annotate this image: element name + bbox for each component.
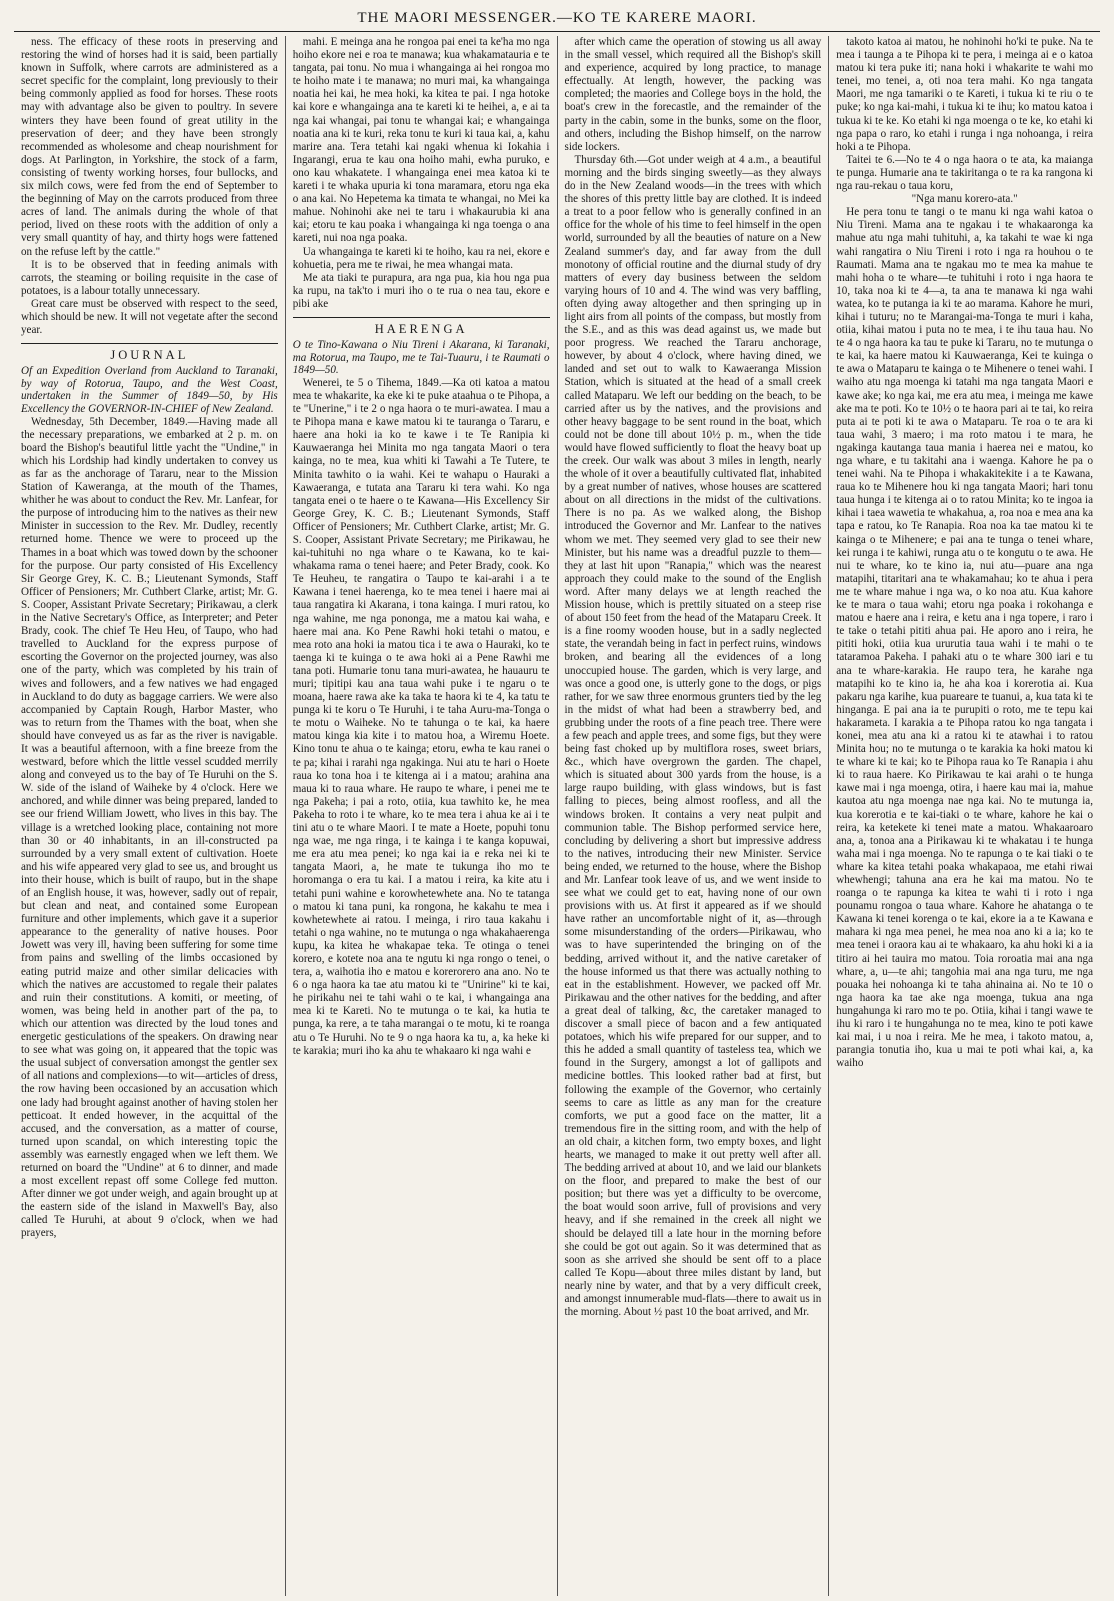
paragraph: He pera tonu te tangi o te manu ki nga wahi katoa o Niu Tireni. Mama ana te ngakau i te whakaaronga ka mahue atu nga mahi tuhituhi, a, ka takahi te wae ki nga wahi rangatira o Niu Tireni i roto i nga ra houhou o te Raumati. Mama ana te ngakau mo te mea ka mahue te mahi hoha o te whare—te tuhituhi i roto i nga haora te 10, taka noa ki te 4—a, ta ana te manawa ki nga wahi watea, ko te putanga ia ki te ao marama. Kahore he muri, kihai i tuturu; no te Marangai-ma-Tonga te muri i kaha, otiia, kihai matou i puta no te mea, i te ihu taua hau. No te 4 o nga haora ka tau te puke ki Tararu, no te mutunga o te kai, ka haere matou ki Kauwaeranga, Kei te kuinga o te awa o Mataparu te kainga o te Mihenere o tenei wahi. I waiho atu nga moenga ki tatahi ma nga tangata Maori e kawe ake; ko nga kai, me era atu mea, i meinga me kawe ake ma te poti. Ko te 10½ o te haora pari ai te tai, ko reira puta ai te poti ki te awa o Mataparu. Te roa o te ara ki taua wahi, 3 maero; i ma roto matou i te mara, he ngakinga kautanga taua mania i haerea nei e matou, ko nga whare, e tu takitahi ana i waenga. Kahore he pa o tenei wahi. Na te Pihopa i whakakitekite i a te Kawana, raua ko te Mihenere hou ki nga tangata Maori; hari tonu taua hunga i te kitenga ai o to ratou Minita; ko te ingoa ia kihai i taea wawetia te whakahua, a, roa noa e mea ana ka tapa e ratou, ko Te Ranapia. Roa noa ka tae matou ki te kainga o te Mihenere; e pai ana te tunga o tenei whare, kei runga i te kahiwi, runga atu o te kongutu o te awa. He nui te whare, ko te kino ia, nui atu—puare ana nga matapihi, titaritari ana te whakamahau; ko te ahua i pera me te whare mahue i nga wa, o ko noa atu. Kua kahore ke te mara o taua wahi; etoru nga poaka i rokohanga e matou e haere ana i reira, e ketu ana i nga topere, i raro i te take o tetahi pititi ahua pai. He aporo ano i reira, he pititi hoki, otiia kua ururutia taua wahi i te mahi o te tataramoa Pakeha. I pahaki atu o te whare 300 iari e tu ana te whare-karakia. He raupo tera, he karahe nga matapihi ko te kino ia, he aha koa i korerotia ai. Kua pakaru nga karihe, kua puareare te tuanui, a, kua tata ki te hinganga. E pai ana ia te purupiti o roto, me te tepu kai hakarameta. I karakia a te Pihopa ratou ko nga tangata i konei, mea atu ana ki a ratou ki te atawhai i to ratou Minita hou; no te mutunga o te karakia ka hoki matou ki te whare ki te kai; ko te Pihopa raua ko Te Ranapia i ahu ki to raua haere. Ko Pirikawau te kai arahi o te hunga kawe mai i nga moenga, otira, i haere kau mai ia, mahue kautoa atu nga moenga nae nga kai. No te mutunga ia, kua korerotia e te kai-tiaki o te whare, kahore he kai o reira, ka ketekete ki tenei mate a matou. Whakaaroaro ana, a, tonoa ana a Pirikawau ki te whakatau i te hunga waha mai i nga moenga. No te rapunga o te kai tiaki o te whare ka kitea tetahi poaka whakapaoa, me etahi riwai whewhengi; tahuna ana era he kai ma matou. No te roanga o te rapunga ka kitea te wahi ti i roto i nga pounamu rongoa o taua whare. Kahore he ahatanga o te Kawana ki tenei korenga o te kai, ekore ia a te Kawana e mahara ki nga mea penei, he mea noa ano ki a ia; ko te mea tenei i oraora kau ai te whakaaro, ka ahu hoki ki a ia titiro ai hei tauira mo matou. Toia roroatia mai ana nga whare, a, u—te ahi; tangohia mai ana nga turu, me nga pouaka hei nohoanga ki te taha ahinaina ai. No te 10 o nga haora ka tae ake nga moenga, tukua ana nga hungahunga ki raro mo te po. Otiia, kihai i tangi wawe te ihu ki raro i te hungahunga no te mea, kino te poti kawe kai mai, i u noa i reira. Me he mea, i takoto matou, a, parangia tonutia iho, kua u mai te poti whai kai, a, ka waiho (836, 206, 1093, 1070)
column-2 (285, 36, 557, 1596)
masthead: THE MAORI MESSENGER.—KO TE KARERE MAORI. (14, 6, 1100, 32)
paragraph: takoto katoa ai matou, he nohinohi ho'ki te puke. Na te mea i taunga a te Pihopa ki te pera, i meinga ai e o katoa matou ki tera puke iti; nana hoki i whakarite te wahi mo tenei, mo tenei, a, oti noa tera mahi. Ko nga tangata Maori, me nga tamariki o te Kareti, i tukua ki te riu o te puke; ko nga kai-mahi, i tukua ki te ihu; ko matou katoa i tukua ki te ke. Ko etahi ki nga moenga o te ke, ko etahi ki nga papa o raro, ko etahi i runga i nga nohoanga, i reira hoki a te Pihopa. (836, 36, 1093, 153)
section-subtitle: Of an Expedition Overland from Auckland to Taranaki, by way of Rotorua, Taupo, and the West Coast, undertaken in the Summer of 1849—50, by His Excellency the GOVERNOR-IN-CHIEF of New Zealand. (21, 365, 278, 416)
columns (14, 36, 1100, 1596)
section-divider (21, 343, 278, 344)
paragraph: Wenerei, te 5 o Tihema, 1849.—Ka oti katoa a matou mea te whakarite, ka eke ki te puke ataahua o te Pihopa, a te "Unerine," i te 2 o nga haora o te muri-awatea. I mau a te Pihopa mana e kawe matou ki te tauranga o Tararu, e haere ana hoki ia ko te kawe i te Te Ranipia ki Kauwaeranga hei Minita mo nga tangata Maori o tera kainga, no te mea, kua whiti ki Tawahi a Te Tutere, te Minita tawhito o ia wahi. Kei te wahapu o Hauraki a Kawaeranga, e tutata ana Tararu ki tera wahi. Ko nga tangata enei o te haere o te Kawana—His Excellency Sir George Grey, K. C. B.; Lieutenant Symonds, Staff Officer of Pensioners; Mr. Cuthbert Clarke, artist; Mr. G. S. Cooper, Assistant Private Secretary; me Pirikawau, he kai-tuhituhi no nga whare o te Kawana, ko te kai-whakama rama o tenei haere; and Peter Brady, cook. Ko Te Heuheu, te rangatira o Taupo te kai-arahi i a te Kawana i tenei haerenga, ko te mea tenei i haere mai ai taua rangatira ki Akarana, i tona kainga. I muri ratou, ko nga wahine, me nga pononga, me a matou kai waha, e haere mai ana. Ko Pene Rawhi hoki tetahi o matou, e mea roto ana hoki ia matou tica i te awa o Hauraki, ko te taenga ki te kuinga o te awa hoki ai a Pene Rawhi me tana poti. Humarie tonu tana muri-awatea, he hauauru te muri; tipitipi kau ana taua wahi puke i te ngaru o te moana, haere rawa ake ka taka te haora ki te 4, ka tatu te punga ki te koru o Te Huruhi, i te taha Auru-ma-Tonga o te motu o Waiheke. No te tahunga o te kai, ka haere matou kinga kia kite i to matou hoa, a Wiremu Hoete. Kino tonu te ahua o te kainga; etoru, ewha te kau ranei o te pa; kihai i rarahi nga ngakinga. Nui atu te hari o Hoete raua ko tona hoa i te kitenga ai i a matou; arahina ana maua ki to raua whare. He raupo te whare, i penei me te nga Pakeha; i pai a roto, otiia, kua tawhito ke, he mea Pakeha to roto i te whare, ko te mea tera i ahua ke ai i te tini atu o te whare Maori. I te mate a Hoete, popuhi tonu nga wae, me nga ringa, i te kainga i te kanga kopuwai, me era atu mea penei; ko nga kai ia e reka nei ki te tangata Maori, a, he mate te tukunga iho mo te horomanga o era tu kai. I a matou i reira, ka kite atu i tetahi puni wahine e korowhetewhete ana. No te tatanga o matou ki tana puni, ka rongona, he kakahu te mea i kowhetewhete ai ratou. I meinga, i riro taua kakahu i tetahi o nga wahine, no te mutunga o nga whakahaerenga kupu, ka kitea he whakapae teka. Te otinga o tenei korero, e kotete noa ana te ngutu ki nga rongo o tenei, o tera, a, waihotia iho e matou e korerorero ana ano. No te 6 o nga haora ka tae atu matou ki te "Unirine" ki te kai, he pirikahu nei te tahi wahi o te kai, i whangainga ana mea ki te Kareti. No te mutunga o te kai, ka hutia te punga, ka rere, a te taha marangai o te motu, ki te roanga atu o Te Huruhi. No te 9 o nga haora ka tu, a, ka heke ki te karakia; muri iho ka ahu te whakaaro ki nga wahi e (292, 376, 550, 1057)
paragraph: Great care must be observed with respect to the seed, which should be new. It will not vegetate after the second year. (21, 297, 278, 337)
section-subtitle: O te Tino-Kawana o Niu Tireni i Akarana, ki Taranaki, ma Rotorua, ma Taupo, me te Tai-Tuauru, i te Raumati o 1849—50. (292, 339, 550, 377)
paragraph: ness. The efficacy of these roots in preserving and restoring the wind of horses had it is said, been partially known in Suffolk, where carrots are administered as a secret specific for the complaint, long previously to their being commonly applied as food for horses. These roots may with advantage also be given to poultry. In severe winters they have been found of great utility in the preservation of deer; and they have been strongly recommended as wholesome and cheap nourishment for dogs. At Parlington, in Yorkshire, the stock of a farm, consisting of twenty working horses, four bullocks, and six milch cows, were fed from the end of September to the beginning of May on the carrots produced from three acres of land. The animals during the whole of that period, lived on these roots with the addition of only a very small quantity of hay, and thirty hogs were fattened on the refuse left by the cattle." (21, 36, 278, 258)
column-4 (828, 36, 1100, 1596)
paragraph: It is to be observed that in feeding animals with carrots, the steaming or boiling requisite in the case of potatoes, is a labour totally unnecessary. (21, 258, 278, 297)
quotation: "Nga manu korero-ata." (911, 193, 1018, 206)
paragraph: Thursday 6th.—Got under weigh at 4 a.m., a beautiful morning and the birds singing sweetly—as they always do in the New Zealand woods—in the trees with which the shores of this pretty little bay are clothed. It is indeed a treat to a poor fellow who is generally confined in an office for the whole of his time to feel himself in the open world, surrounded by all the beauties of nature on a New Zealand summer's day, and far away from the dull monotony of official routine and the diurnal study of dry matters of every day business between the seldom varying hours of 10 and 4. The wind was very baffling, often dying away altogether and then springing up in light airs from all points of the compass, but mostly from the S.E., and as this was dead against us, we made but poor progress. We reached the Tararu anchorage, however, by about 4 o'clock, where having dined, we landed and set out to walk to Kawaeranga Mission Station, which is situated at the head of a small creek called Mataparu. We left our bedding on the beach, to be carried after us by the natives, and the provisions and other heavy baggage to be sent round in the boat, which could not be done till about 10½ p. m., when the tide would have flowed sufficiently to float the heavy boat up the creek. Our walk was about 3 miles in length, nearly the whole of it over a beautifully cultivated flat, inhabited by a great number of natives, whose houses are scattered about on all directions in the midst of the cultivations. There is no pa. As we walked along, the Bishop introduced the Governor and Mr. Lanfear to the natives whom we met. They seemed very glad to see their new Minister, but his name was a dreadful puzzle to them—they at last hit upon "Ranapia," which was the nearest approach they could make to the sound of the English word. After many delays we at length reached the Mission house, which is prettily situated on a steep rise of about 150 feet from the head of the Mataparu Creek. It is a fine roomy wooden house, but in a sadly neglected state, the verandah being in fact in perfect ruins, windows broken, and bearing all the evidences of a long unoccupied house. The garden, which is very large, and was once a good one, is utterly gone to the dogs, or pigs rather, for we saw three enormous grunters tied by the leg in the midst of what had been a strawberry bed, and grubbing under the roots of a fine peach tree. There were a few peach and apple trees, and some figs, but they were being fast choked up by multiflora roses, sweet briars, &c., which have overgrown the garden. The chapel, which is situated about 300 yards from the house, is a large raupo building, with glass windows, but is fast falling to pieces, being almost roofless, and all the windows broken. It contains a very neat pulpit and communion table. The Bishop performed service here, concluding by delivering a short but impressive address to the natives, introducing their new Minister. Service being ended, we returned to the house, where the Bishop and Mr. Lanfear took leave of us, and we went inside to see what we could get to eat, having none of our own provisions with us. At first it appeared as if we should have rather an uncomfortable night of it, as—through some misunderstanding of the orders—Pirikawau, who was to have superintended the bringing on of the bedding, arrived without it, and the native caretaker of the house informed us that there was actually nothing to eat in the establishment. However, we packed off Mr. Pirikawau and the other natives for the bedding, and after a great deal of talking, &c, the caretaker managed to discover a small piece of bacon and a few antiquated potatoes, which his wife prepared for our supper, and to this he added a small quantity of tasteless tea, which we found in the Surgery, amongst a lot of gallipots and medicine bottles. This looked rather bad at first, but following the example of the Governor, who certainly seems to care as little as any man for the creature comforts, we put a good face on the matter, lit a tremendous fire in the sitting room, and with the help of an old chair, a kitchen form, two empty boxes, and light hearts, we managed to make it out pretty well after all. The bedding arrived at about 10, and we laid our blankets on the floor, and prepared to make the best of our position; but there was yet a difficulty to be overcome, the boat would soon arrive, full of provisions and very heavy, and if she remained in the creek all night we should be delayed till a late hour in the morning before she could be got out again. So it was determined that as soon as she arrived she should be sent off to a place called Te Kopu—about three miles distant by land, but nearly nine by water, and that by a very difficult creek, and amongst innumerable mud-flats—there to await us in the morning. About ½ past 10 the boat arrived, and Mr. (564, 153, 822, 1319)
paragraph: Me ata tiaki te purapura, ara nga pua, kia hou nga pua ka rupu, na tak'to i muri iho o te rua o nea tau, ekore e pibi ake (292, 271, 550, 310)
section-heading: HAERENGA (374, 321, 468, 336)
column-1 (14, 36, 285, 1596)
column-3 (557, 36, 829, 1596)
paragraph: mahi. E meinga ana he rongoa pai enei ta ke'ha mo nga hoiho ekore nei e roa te manawa; kua whakamatauria e te tangata, pai tonu. No mua i whangainga ai hei rongoa mo te hoiho mate i te manawa; no muri mai, ka whangainga noatia hei kai, he mea hoki, ka kitea te pai. I nga hotoke kai kore e whangainga ana te kareti ki te heihei, a, e ai ta nga kai whangai, pai tonu te whangai kai; e whangainga noatia ana ki te kuri, reka tonu te kuri ki taua kai, a, kahu marire ana. Tera tetahi kai ngaki whenua ki Iokahia i Ingarangi, erua te kau ona hoiho mahi, ewha puruko, e ono kau whakatete. I whangainga enei mea katoa ki te kareti i te whaka upuria ki tona maramara, etoru nga eka o ana kai. No Hepetema ka timata te whangai, no Mei ka mahue. Nohinohi ake nei te taru i whakaurubia ki ana kai; etoru te kau poaka i whangainga ki nga toenga o ana kareti, nui noa nga poaka. (292, 36, 550, 245)
paragraph: Ua whangainga te kareti ki te hoiho, kau ra nei, ekore e kohuetia, pera me te riwai, he mea whangai mata. (292, 245, 550, 271)
section-heading: JOURNAL (110, 348, 189, 363)
section-divider (293, 317, 550, 318)
paragraph: after which came the operation of stowing us all away in the small vessel, which required all the Bishop's skill and experience, acquired by long practice, to manage effectually. At length, however, the packing was completed; the maories and College boys in the hold, the boat's crew in the forecastle, and the remainder of the party in the cabin, some in the bunks, some on the floor, and others, including the Bishop himself, on the narrow side lockers. (564, 36, 822, 153)
paragraph: Wednesday, 5th December, 1849.—Having made all the necessary preparations, we embarked at 2 p. m. on board the Bishop's beautiful little yacht the "Undine," in which his Lordship had kindly undertaken to convey us as far as the anchorage of Tararu, near to the Mission Station of Kaweranga, at the mouth of the Thames, whither he was about to conduct the Rev. Mr. Lanfear, for the purpose of introducing him to the natives as their new Minister in succession to the Rev. Mr. Dudley, recently returned home. Thence we were to proceed up the Thames in a boat which was towed down by the schooner for the purpose. Our party consisted of His Excellency Sir George Grey, K. C. B.; Lieutenant Symonds, Staff Officer of Pensioners; Mr. Cuthbert Clarke, artist; Mr. G. S. Cooper, Assistant Private Secretary; Pirikawau, a clerk in the Native Secretary's Office, as Interpreter; and Peter Brady, cook. The chief Te Heu Heu, of Taupo, who had travelled to Auckland for the express purpose of escorting the Governor on the projected journey, was also one of the party, which was completed by his train of wives and followers, and a few natives we had engaged in Auckland to do duty as baggage carriers. We were also accompanied by Captain Rough, Harbor Master, who was to return from the Thames with the boat, when she should have conveyed us as far as the river is navigable. It was a beautiful afternoon, with a fine breeze from the westward, before which the little vessel scudded merrily along and conveyed us to the bay of Te Huruhi on the S. W. side of the island of Waiheke by 4 o'clock. Here we anchored, and while dinner was being prepared, landed to see our friend William Jowett, who lives in this bay. The village is a wretched looking place, containing not more than 30 or 40 inhabitants, in an ill-constructed pa surrounded by a very small extent of cultivation. Hoete and his wife appeared very glad to see us, and brought us into their house, which is built of raupo, but in the shape of an English house, it was, however, sadly out of repair, but clean and neat, and contained some European furniture and other implements, which gave it a superior appearance to the generality of native houses. Poor Jowett was very ill, having been suffering for some time from pains and swelling of the limbs occasioned by eating putrid maize and other similar delicacies with which the natives are accustomed to regale their palates and ruin their constitutions. A komiti, or meeting, of women, was being held in another part of the pa, to which our attention was directed by the loud tones and energetic gesticulations of the speakers. On drawing near to see what was going on, it appeared that the topic was the usual subject of conversation amongst the gentler sex of all nations and complexions—to wit—articles of dress, the row having been occasioned by an accusation which one lady had brought against another of having stolen her petticoat. It ended however, in the acquittal of the accused, and the conversation, as a matter of course, turned upon scandal, on which interesting topic the assembly was earnestly engaged when we left them. We returned on board the "Undine" at 6 to dinner, and made a most excellent repast off some College fed mutton. After dinner we got under weigh, and again brought up at the eastern side of the island in Maxwell's Bay, also called Te Huruhi, at about 9 o'clock, when we had prayers, (21, 415, 278, 1240)
paragraph: Taitei te 6.—No te 4 o nga haora o te ata, ka maianga te punga. Humarie ana te takiritanga o te ra ka rangona ki nga rau-rekau o taua koru, (836, 153, 1093, 193)
